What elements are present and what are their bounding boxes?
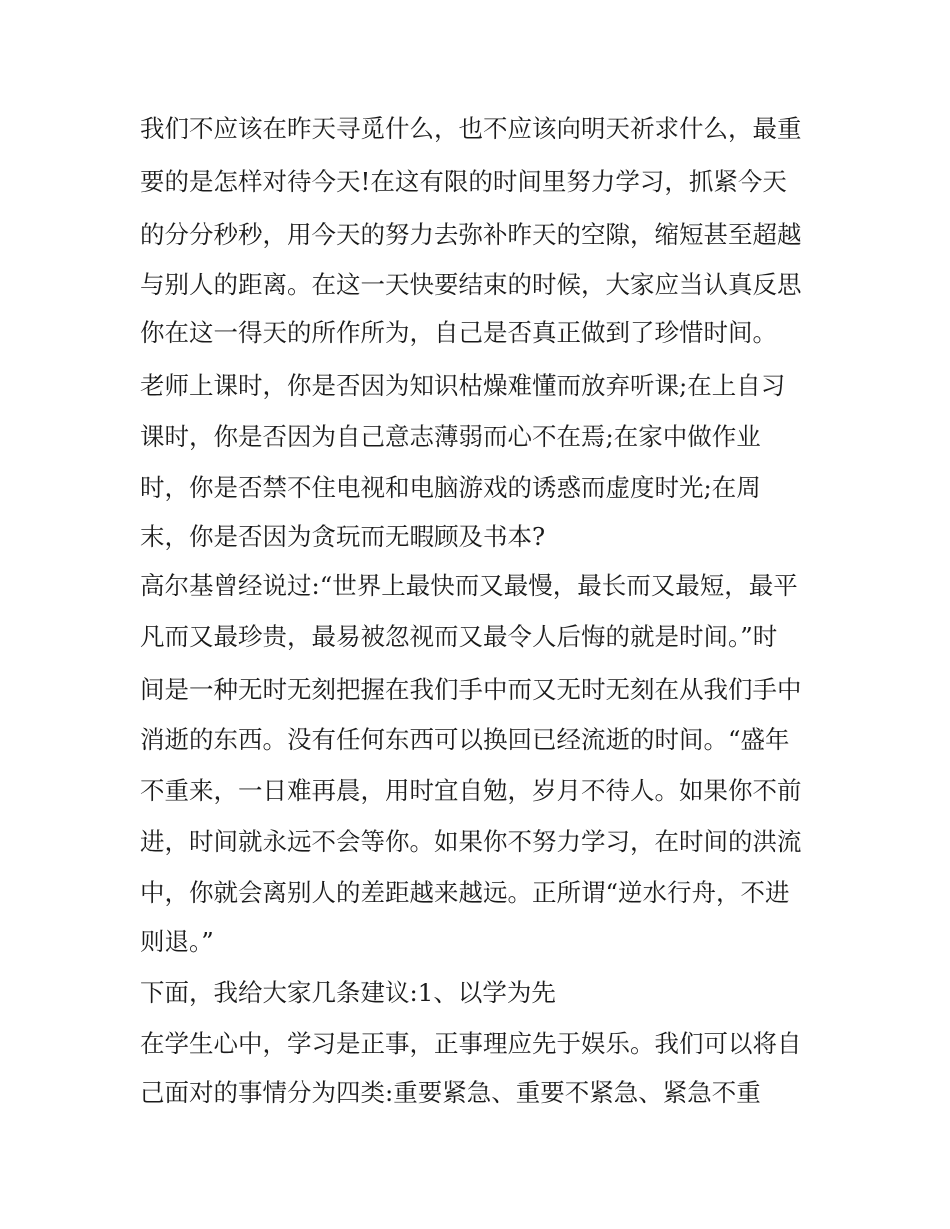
- text-line: 凡而又最珍贵，最易被忽视而又最令人后悔的就是时间。”时: [140, 622, 778, 651]
- text-line: 我们不应该在昨天寻觅什么，也不应该向明天祈求什么，最重: [140, 114, 802, 143]
- text-line: 的分分秒秒，用今天的努力去弥补昨天的空隙，缩短甚至超越: [140, 220, 802, 249]
- text-line: 间是一种无时无刻把握在我们手中而又无时无刻在从我们手中: [140, 675, 802, 704]
- text-line: 老师上课时，你是否因为知识枯燥难懂而放弃听课;在上自习: [140, 371, 786, 400]
- text-line: 下面，我给大家几条建议:1、以学为先: [140, 978, 556, 1007]
- text-line: 末，你是否因为贪玩而无暇顾及书本?: [140, 522, 546, 551]
- text-line: 中，你就会离别人的差距越来越远。正所谓“逆水行舟，不进: [140, 878, 790, 907]
- text-line: 时，你是否禁不住电视和电脑游戏的诱惑而虚度时光;在周: [140, 473, 761, 502]
- text-line: 在学生心中，学习是正事，正事理应先于娱乐。我们可以将自: [140, 1029, 802, 1058]
- text-line: 消逝的东西。没有任何东西可以换回已经流逝的时间。“盛年: [140, 725, 790, 754]
- text-line: 进，时间就永远不会等你。如果你不努力学习，在时间的洪流: [140, 827, 802, 856]
- text-line: 要的是怎样对待今天!在这有限的时间里努力学习，抓紧今天: [140, 167, 787, 196]
- text-line: 你在这一得天的所作所为，自己是否真正做到了珍惜时间。: [140, 318, 777, 347]
- text-line: 己面对的事情分为四类:重要紧急、重要不紧急、紧急不重: [140, 1078, 761, 1107]
- text-line: 与别人的距离。在这一天快要结束的时候，大家应当认真反思: [140, 270, 802, 299]
- text-line: 则退。”: [140, 927, 214, 956]
- text-line: 课时，你是否因为自己意志薄弱而心不在焉;在家中做作业: [140, 422, 761, 451]
- text-line: 高尔基曾经说过:“世界上最快而又最慢，最长而又最短，最平: [140, 571, 798, 600]
- text-line: 不重来，一日难再晨，用时宜自勉，岁月不待人。如果你不前: [140, 776, 802, 805]
